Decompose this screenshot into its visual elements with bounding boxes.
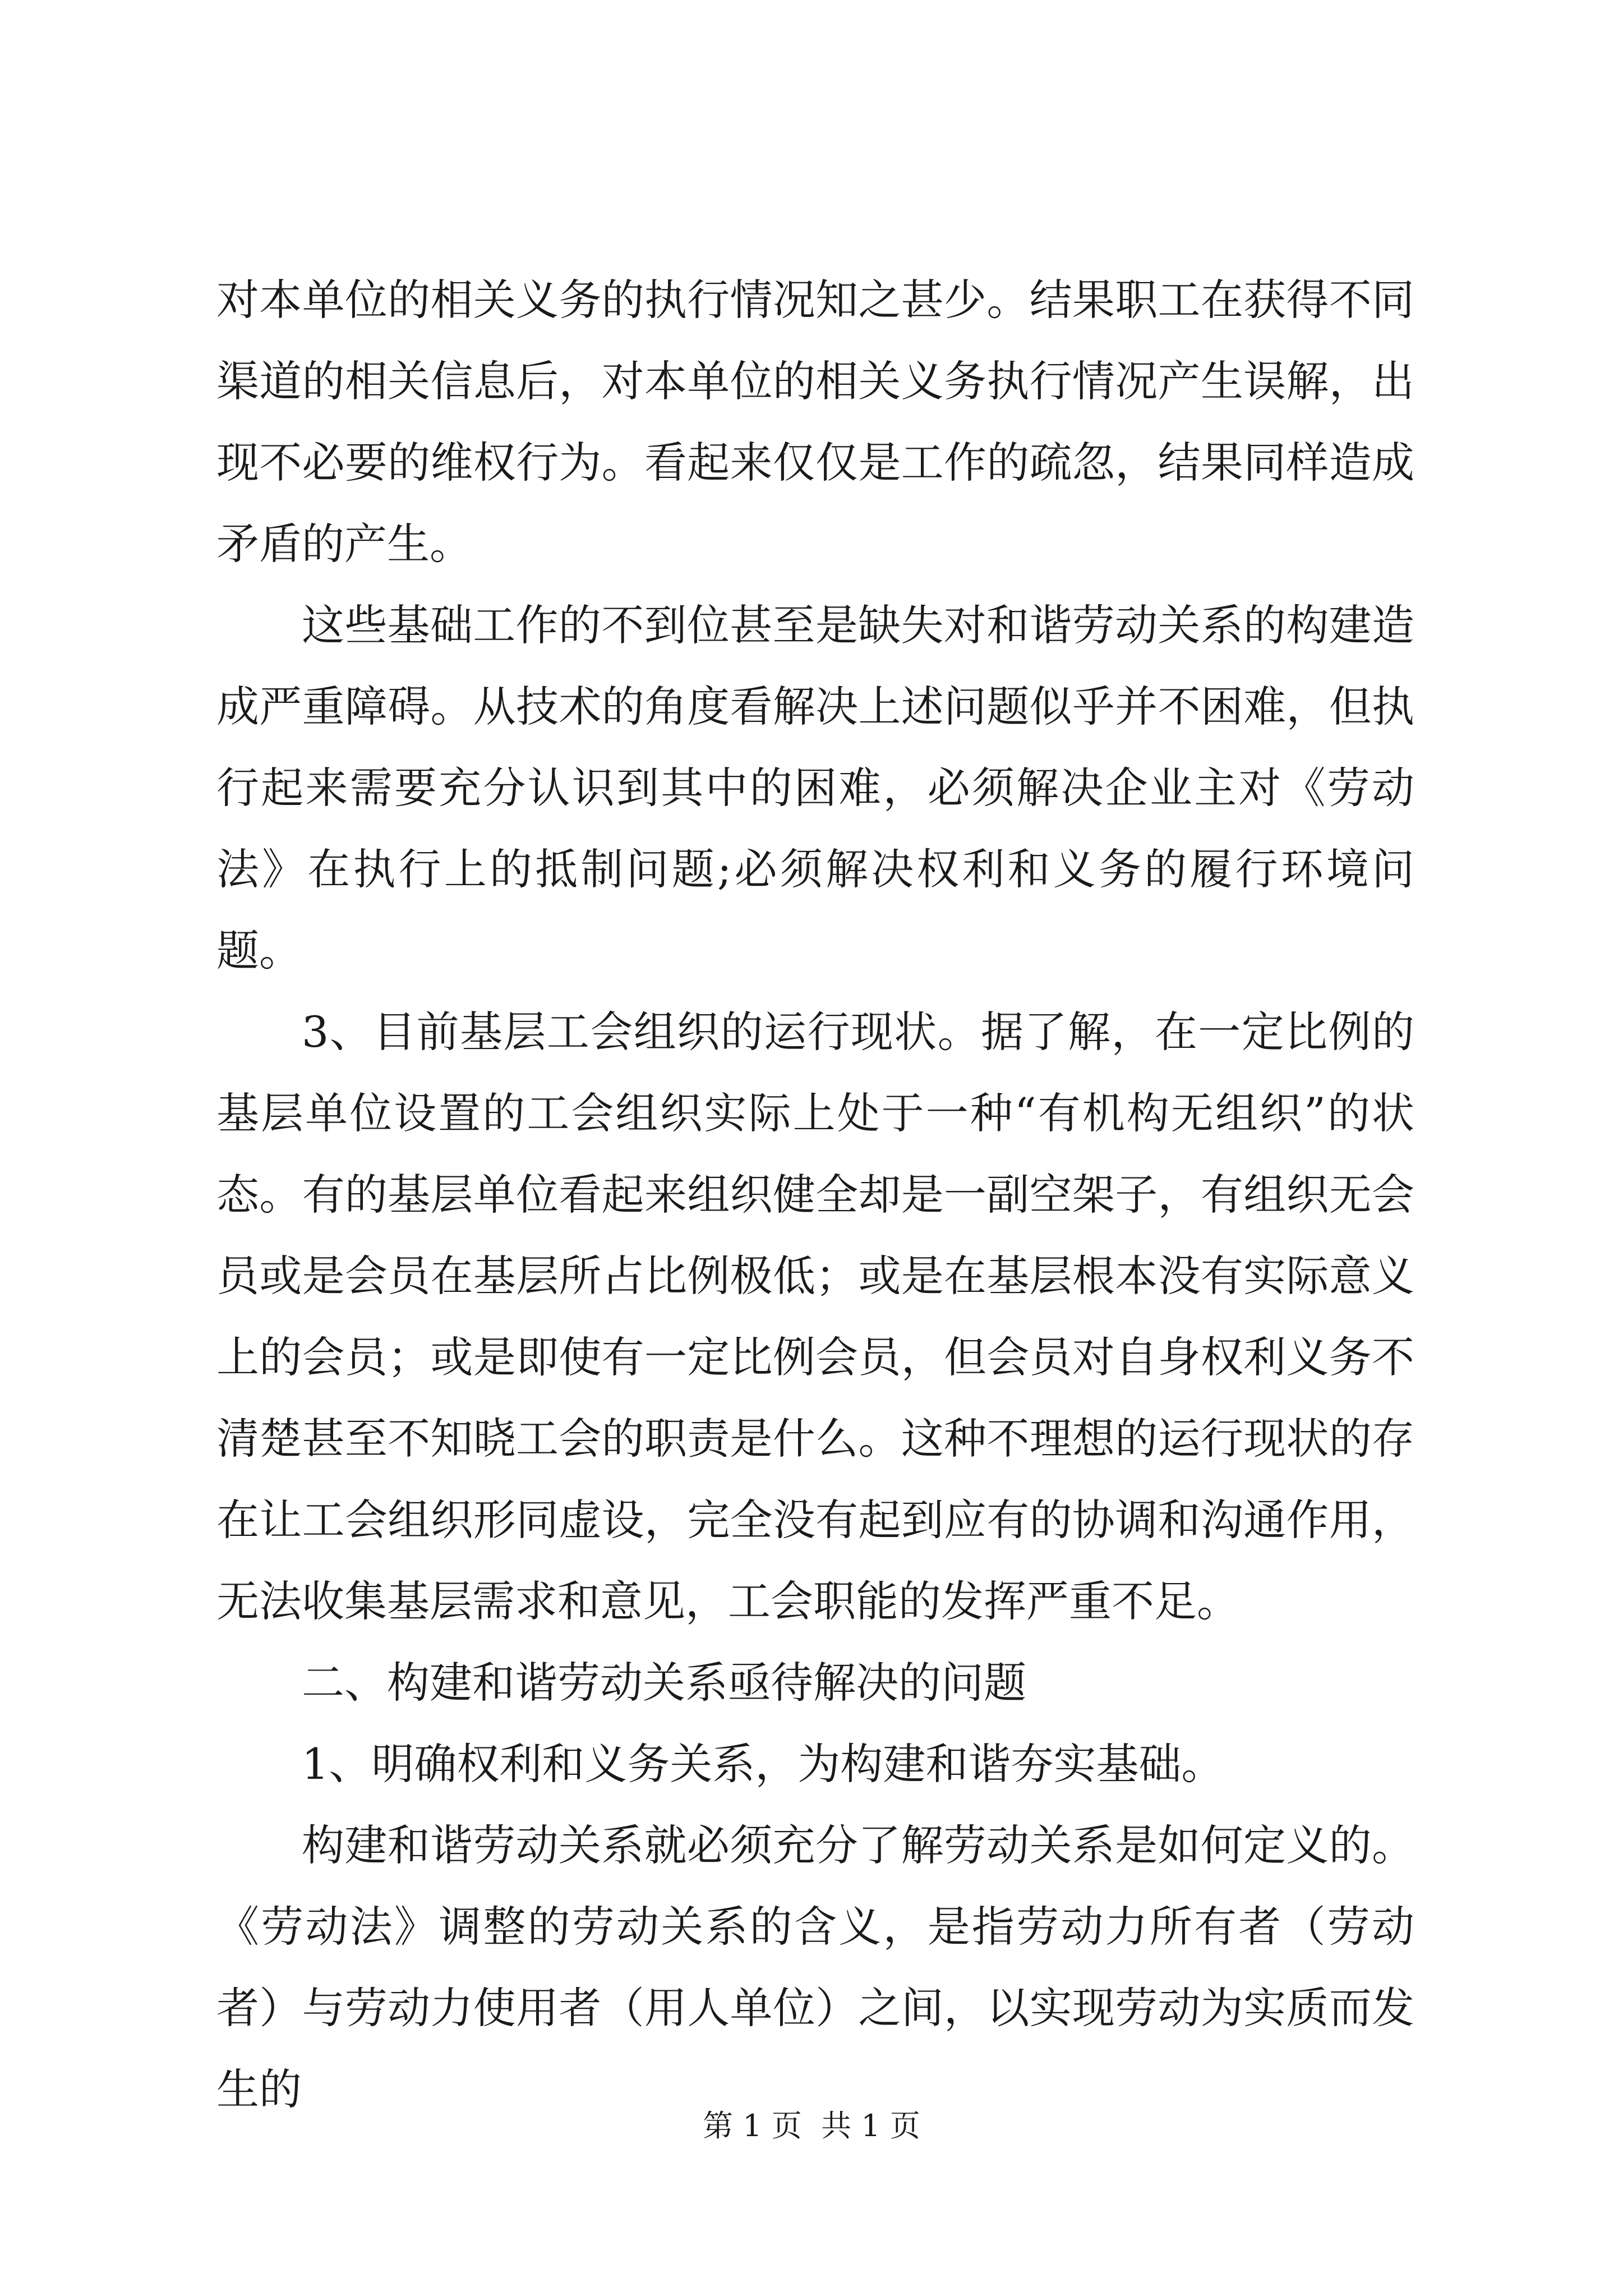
page-footer — [0, 2106, 1623, 2146]
document-body — [216, 259, 1414, 2130]
page-number-label: 第 1 页 共 1 页 — [703, 2108, 920, 2143]
section-heading: 二、构建和谐劳动关系亟待解决的问题 — [302, 1658, 1026, 1708]
paragraph-6: 构建和谐劳动关系就必须充分了解劳动关系是如何定义的。《劳动法》调整的劳动关系的含义，是指劳动力所有者（劳动者）与劳动力使用者（用人单位）之间，以实现劳动为实质而发生的 — [216, 1820, 1414, 2114]
paragraph-3: 3、目前基层工会组织的运行现状。据了解，在一定比例的基层单位设置的工会组织实际上处于一种“有机构无组织”的状态。有的基层单位看起来组织健全却是一副空架子，有组织无会员或是会员在基层所占比例极低；或是在基层根本没有实际意义上的会员；或是即使有一定比例会员，但会员对自身权利义务不清楚甚至不知晓工会的职责是什么。这种不理想的运行现状的存在让工会组织形同虚设，完全没有起到应有的协调和沟通作用，无法收集基层需求和意见，工会职能的发挥严重不足。 — [216, 1007, 1414, 1626]
subsection-heading: 1、明确权利和义务关系，为构建和谐夯实基础。 — [302, 1739, 1224, 1789]
paragraph-1: 对本单位的相关义务的执行情况知之甚少。结果职工在获得不同渠道的相关信息后，对本单位的相关义务执行情况产生误解，出现不必要的维权行为。看起来仅仅是工作的疏忽，结果同样造成矛盾的产生。 — [216, 275, 1414, 569]
paragraph-2: 这些基础工作的不到位甚至是缺失对和谐劳动关系的构建造成严重障碍。从技术的角度看解决上述问题似乎并不困难，但执行起来需要充分认识到其中的困难，必须解决企业主对《劳动法》在执行上的抵制问题;必须解决权利和义务的履行环境问题。 — [216, 600, 1414, 976]
